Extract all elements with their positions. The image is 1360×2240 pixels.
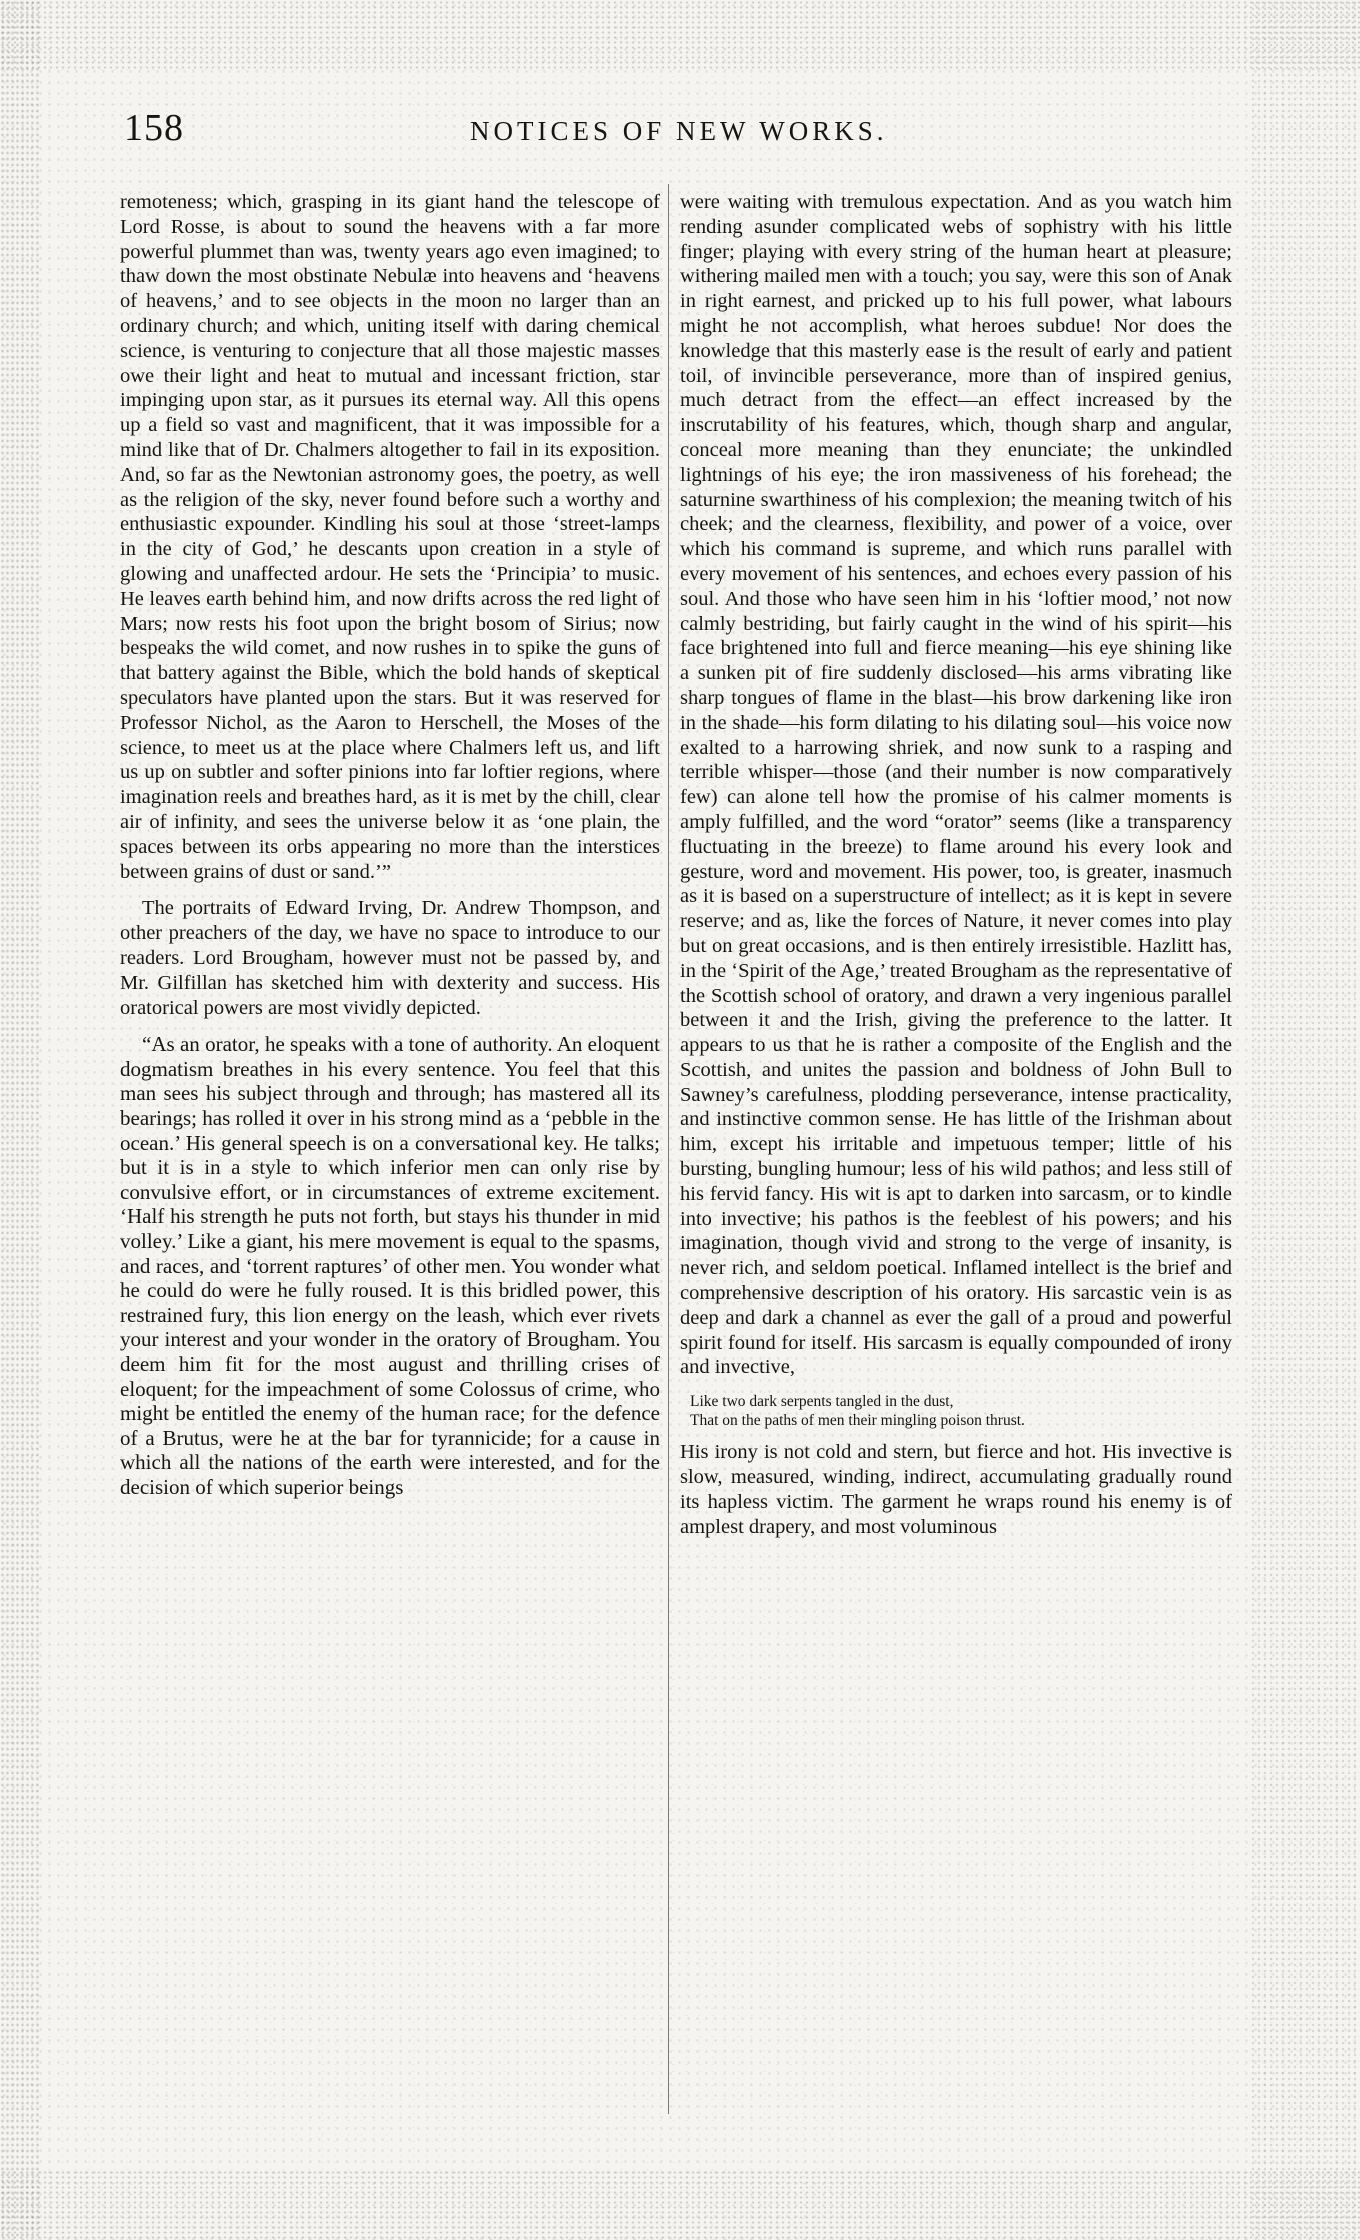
left-paragraph-2: The portraits of Edward Irving, Dr. Andrew Thompson, and other preachers of the day, we have no space to introduce to our readers. Lord Brougham, however must not be passed by, and Mr. Gilfillan has sketched him with dexterity and success. His oratorical powers are most vividly depicted.	[120, 897, 660, 1019]
verse-line-2: That on the paths of men their mingling poison thrust.	[690, 1412, 1025, 1430]
verse-line-1: Like two dark serpents tangled in the dust,	[690, 1393, 954, 1411]
right-column	[680, 190, 1232, 1551]
scan-noise-left	[0, 0, 40, 2240]
running-head: NOTICES OF NEW WORKS.	[470, 116, 888, 146]
verse-quotation	[690, 1392, 1232, 1430]
page-number: 158	[124, 107, 184, 149]
right-paragraph-1: were waiting with tremulous expectation. And as you watch him rending asunder complicated webs of sophistry with his little finger; playing with every string of the human heart at pleasure; withering mailed men with a touch; you say, were this son of Anak in right earnest, and pricked up to his full power, what labours might he not accomplish, what heroes subdue! Nor does the knowledge that this masterly ease is the result of early and patient toil, of invincible perseverance, more than of inspired genius, much detract from the effect—an effect increased by the inscrutability of his features, which, though sharp and angular, conceal more meaning than they enunciate; the unkindled lightnings of his eye; the iron massiveness of his forehead; the saturnine swarthiness of his complexion; the meaning twitch of his cheek; and the clearness, flexibility, and power of a voice, over which his command is supreme, and which runs parallel with every movement of his sentences, and echoes every passion of his soul. And those who have seen him in his ‘loftier mood,’ not now calmly bestriding, but fairly caught in the wind of his spirit—his face brightened into full and fierce meaning—his eye shining like a sunken pit of fire suddenly disclosed—his arms vibrating like sharp tongues of flame in the blast—his brow darkening like iron in the shade—his form dilating to his dilating soul—his voice now exalted to a harrowing shriek, and now sunk to a rasping and terrible whisper—those (and their number is now comparatively few) can alone tell how the promise of his calmer moments is amply fulfilled, and the word “orator” seems (like a transparency fluctuating in the breeze) to flame around his every look and gesture, word and movement. His power, too, is greater, inasmuch as it is based on a superstructure of intellect; as it is kept in severe reserve; and as, like the forces of Nature, it never comes into play but on great occasions, and is then entirely irresistible. Hazlitt has, in the ‘Spirit of the Age,’ treated Brougham as the representative of the Scottish school of oratory, and drawn a very ingenious parallel between it and the Irish, giving the preference to the latter. It appears to us that he is rather a composite of the English and the Scottish, and unites the passion and boldness of John Bull to Sawney’s carefulness, plodding perseverance, intense practicality, and instinctive common sense. He has little of the Irishman about him, except his irritable and impetuous temper; little of his bursting, bungling humour; less of his wild pathos; and less still of his fervid fancy. His wit is apt to darken into sarcasm, or to kindle into invective; his pathos is the feeblest of his powers; and his imagination, though vivid and strong to the verge of insanity, is never rich, and seldom poetical. Inflamed intellect is the brief and comprehensive description of his oratory. His sarcastic vein is as deep and dark a channel as ever the gall of a proud and powerful spirit found for itself. His sarcasm is equally compounded of irony and invective,	[680, 191, 1232, 1379]
scan-noise-right	[1250, 0, 1360, 2240]
column-divider	[668, 184, 669, 2114]
right-paragraph-2: His irony is not cold and stern, but fierce and hot. His invective is slow, measured, winding, indirect, accumulating gradually round its hapless victim. The garment he wraps round his enemy is of amplest drapery, and most voluminous	[680, 1441, 1232, 1538]
left-column	[120, 190, 660, 1512]
left-paragraph-3: “As an orator, he speaks with a tone of authority. An eloquent dogmatism breathes in his every sentence. You feel that this man sees his subject through and through; has mastered all its bearings; has rolled it over in his strong mind as a ‘pebble in the ocean.’ His general speech is on a conversational key. He talks; but it is in a style to which inferior men can only rise by convulsive effort, or in circumstances of extreme excitement. ‘Half his strength he puts not forth, but stays his thunder in mid volley.’ Like a giant, his mere movement is equal to the spasms, and races, and ‘torrent raptures’ of other men. You wonder what he could do were he fully roused. It is this bridled power, this restrained fury, this lion energy on the leash, which ever rivets your interest and your wonder in the oratory of Brougham. You deem him fit for the most august and thrilling crises of eloquent; for the impeachment of some Colossus of crime, who might be entitled the enemy of the human race; for the defence of a Brutus, were he at the bar for tyrannicide; for a cause in which all the nations of the earth were interested, and for the decision of which superior beings	[120, 1032, 660, 1499]
scan-noise-bottom	[0, 2170, 1360, 2240]
page-header	[120, 106, 1240, 156]
left-paragraph-1: remoteness; which, grasping in its giant hand the telescope of Lord Rosse, is about to sound the heavens with a far more powerful plummet than was, twenty years ago even imagined; to thaw down the most obstinate Nebulæ into heavens and ‘heavens of heavens,’ and to see objects in the moon no larger than an ordinary church; and which, uniting itself with daring chemical science, is venturing to conjecture that all those majestic masses owe their light and heat to mutual and incessant friction, star impinging upon star, as it pursues its eternal way. All this opens up a field so vast and magnificent, that it was impossible for a mind like that of Dr. Chalmers altogether to fail in its exposition. And, so far as the Newtonian astronomy goes, the poetry, as well as the religion of the sky, never found before such a worthy and enthusiastic expounder. Kindling his soul at those ‘street-lamps in the city of God,’ he descants upon creation in a style of glowing and unaffected ardour. He sets the ‘Principia’ to music. He leaves earth behind him, and now drifts across the red light of Mars; now rests his foot upon the bright bosom of Sirius; now bespeaks the wild comet, and now rushes in to spike the guns of that battery against the Bible, which the bold hands of skeptical speculators have planted upon the stars. But it was reserved for Professor Nichol, as the Aaron to Herschell, the Moses of the science, to meet us at the place where Chalmers left us, and lift us up on subtler and softer pinions into far loftier regions, where imagination reels and breathes hard, as it is met by the chill, clear air of infinity, and sees the universe below it as ‘one plain, the spaces between its orbs appearing no more than the interstices between grains of dust or sand.’”	[120, 191, 660, 883]
scan-noise-top	[0, 0, 1360, 70]
